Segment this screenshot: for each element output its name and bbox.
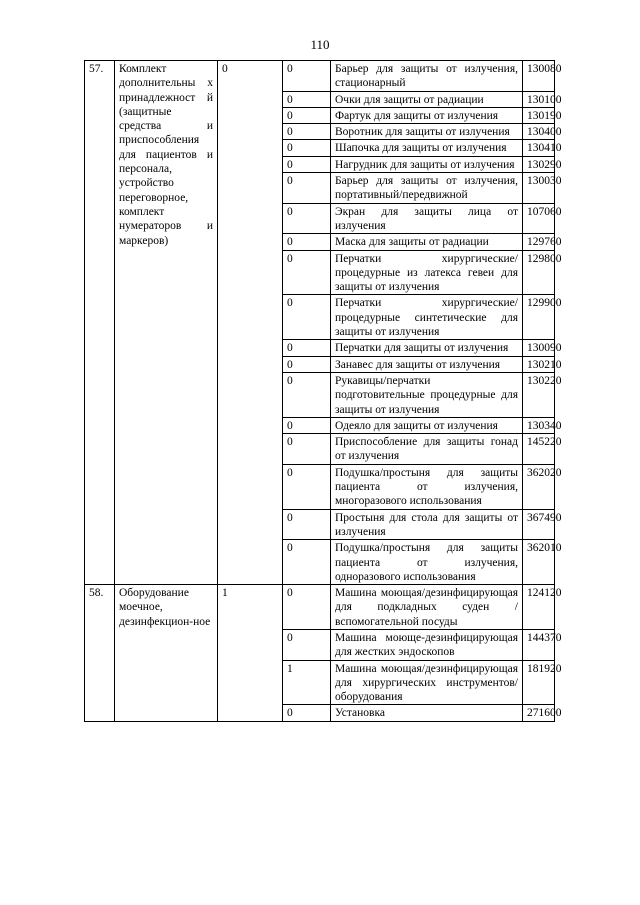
item-count: 0 xyxy=(283,124,331,140)
item-count: 1 xyxy=(283,660,331,705)
item-count: 0 xyxy=(283,91,331,107)
device-name: Простыня для стола для защиты от излучения xyxy=(331,509,523,540)
item-count: 0 xyxy=(283,340,331,356)
equipment-table xyxy=(84,60,562,722)
device-code: 129800 xyxy=(523,250,555,295)
device-name: Машина моющая/дезинфицирующая для подкладных суден / вспомогательной посуды xyxy=(331,585,523,630)
device-code: 129900 xyxy=(523,295,555,340)
item-count: 0 xyxy=(283,295,331,340)
item-count: 0 xyxy=(283,356,331,372)
device-code: 271600 xyxy=(523,705,555,721)
device-name: Барьер для защиты от излучения, стационарный xyxy=(331,61,523,92)
device-name: Перчатки хирургические/процедурные из латекса гевеи для защиты от излучения xyxy=(331,250,523,295)
item-count: 0 xyxy=(283,234,331,250)
item-count: 0 xyxy=(283,203,331,234)
device-code: 130210 xyxy=(523,356,555,372)
device-code: 130090 xyxy=(523,340,555,356)
device-name: Экран для защиты лица от излучения xyxy=(331,203,523,234)
device-name: Воротник для защиты от излучения xyxy=(331,124,523,140)
device-code: 129760 xyxy=(523,234,555,250)
device-code: 130100 xyxy=(523,91,555,107)
device-name: Машина моюще-дезинфицирующая для жестких эндоскопов xyxy=(331,629,523,660)
device-code: 130290 xyxy=(523,156,555,172)
section-number: 57. xyxy=(85,61,115,585)
device-name: Барьер для защиты от излучения, портативный/передвижной xyxy=(331,173,523,204)
device-name: Перчатки хирургические/процедурные синтетические для защиты от излучения xyxy=(331,295,523,340)
item-count: 0 xyxy=(283,140,331,156)
device-name: Нагрудник для защиты от излучения xyxy=(331,156,523,172)
device-code: 362010 xyxy=(523,540,555,585)
section-required-count: 0 xyxy=(218,61,283,585)
page-number: 110 xyxy=(310,37,330,52)
item-count: 0 xyxy=(283,173,331,204)
device-code: 145220 xyxy=(523,434,555,465)
device-code: 107060 xyxy=(523,203,555,234)
item-count: 0 xyxy=(283,107,331,123)
section-name: Комплект дополнительны х принадлежност й (защитные средства и приспособления для пациентов и персонала, устройство переговорное, комплект нумераторов и маркеров) xyxy=(115,61,218,585)
device-code: 130030 xyxy=(523,173,555,204)
device-code: 130190 xyxy=(523,107,555,123)
item-count: 0 xyxy=(283,464,331,509)
device-name: Приспособление для защиты гонад от излучения xyxy=(331,434,523,465)
device-code: 367490 xyxy=(523,509,555,540)
device-name: Одеяло для защиты от излучения xyxy=(331,417,523,433)
device-code: 130080 xyxy=(523,61,555,92)
item-count: 0 xyxy=(283,61,331,92)
device-name: Подушка/простыня для защиты пациента от излучения, одноразового использования xyxy=(331,540,523,585)
device-code: 181920 xyxy=(523,660,555,705)
device-name: Машина моющая/дезинфицирующая для хирургических инструментов/оборудования xyxy=(331,660,523,705)
section-required-count: 1 xyxy=(218,585,283,722)
section-name: Оборудование моечное, дезинфекцион-ное xyxy=(115,585,218,722)
section-number: 58. xyxy=(85,585,115,722)
device-name: Фартук для защиты от излучения xyxy=(331,107,523,123)
device-code: 362020 xyxy=(523,464,555,509)
device-name: Рукавицы/перчатки подготовительные процедурные для защиты от излучения xyxy=(331,372,523,417)
item-count: 0 xyxy=(283,540,331,585)
table-row xyxy=(85,61,555,92)
device-code: 124120 xyxy=(523,585,555,630)
device-name: Перчатки для защиты от излучения xyxy=(331,340,523,356)
device-name: Очки для защиты от радиации xyxy=(331,91,523,107)
item-count: 0 xyxy=(283,705,331,721)
item-count: 0 xyxy=(283,156,331,172)
device-name: Шапочка для защиты от излучения xyxy=(331,140,523,156)
device-code: 130220 xyxy=(523,372,555,417)
item-count: 0 xyxy=(283,372,331,417)
item-count: 0 xyxy=(283,417,331,433)
device-code: 130400 xyxy=(523,124,555,140)
device-name: Установка xyxy=(331,705,523,721)
device-code: 130410 xyxy=(523,140,555,156)
device-code: 130340 xyxy=(523,417,555,433)
device-name: Занавес для защиты от излучения xyxy=(331,356,523,372)
item-count: 0 xyxy=(283,250,331,295)
item-count: 0 xyxy=(283,509,331,540)
item-count: 0 xyxy=(283,629,331,660)
item-count: 0 xyxy=(283,585,331,630)
device-name: Подушка/простыня для защиты пациента от излучения, многоразового использования xyxy=(331,464,523,509)
device-code: 144370 xyxy=(523,629,555,660)
device-name: Маска для защиты от радиации xyxy=(331,234,523,250)
table-row xyxy=(85,585,555,630)
item-count: 0 xyxy=(283,434,331,465)
